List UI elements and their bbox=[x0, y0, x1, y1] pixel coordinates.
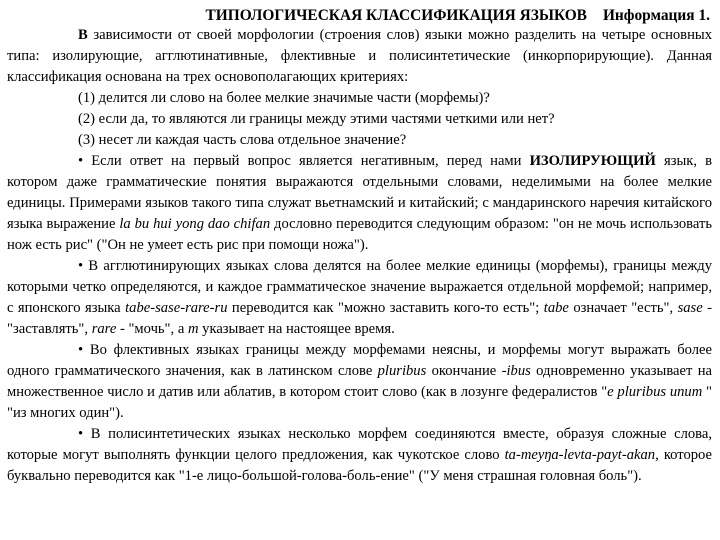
inflectional-text-c: одновременно указывает на множественное число и датив или аблатив, в котором стоит слово (как в лозунге федералистов " bbox=[7, 363, 712, 400]
morpheme-tabe: tabe bbox=[543, 300, 569, 316]
title-line bbox=[7, 6, 712, 25]
criterion-1: (1) делится ли слово на более мелкие значимые части (морфемы)? bbox=[78, 90, 490, 106]
agglutinative-text-b: переводится как "можно заставить кого-то есть"; bbox=[227, 300, 544, 316]
chukchi-word: tɑ-meyŋɑ-levtɑ-pɑyt-ɑkɑn, bbox=[504, 447, 659, 463]
polysynthetic-paragraph bbox=[7, 424, 712, 487]
agglutinative-text-a: • В агглютинирующих языках слова делятся на более мелкие единицы (морфемы), границы между которыми четко определяются, и каждое грамматическое значение выражается отдельной морфемой; например, с японского языка bbox=[7, 258, 712, 316]
agglutinative-text-c: означает "есть", bbox=[568, 300, 678, 316]
inflectional-text-a: • Во флективных языках границы между морфемами неясны, и морфемы могут выражать более одного грамматического значения, как в латинском слове bbox=[7, 342, 712, 379]
morpheme-sase: sase bbox=[677, 300, 703, 316]
info-label: Информация 1. bbox=[602, 7, 710, 24]
latin-motto: e pluribus unum bbox=[607, 384, 703, 400]
chinese-example: la bu hui yong dao chifan bbox=[119, 216, 271, 232]
isolating-paragraph bbox=[7, 151, 712, 256]
latin-word-pluribus: pluribus bbox=[377, 363, 427, 379]
japanese-example: tabe-sase-rare-ru bbox=[125, 300, 228, 316]
inflectional-text-d: " "из многих один"). bbox=[7, 384, 713, 421]
morpheme-rare: rare bbox=[91, 321, 117, 337]
intro-lead: В bbox=[78, 27, 88, 43]
agglutinative-text-f: указывает на настоящее время. bbox=[198, 321, 395, 337]
criterion-2: (2) если да, то являются ли границы между этими частями четкими или нет? bbox=[78, 111, 555, 127]
inflectional-text-b: окончание bbox=[426, 363, 502, 379]
isolating-text-a: • Если ответ на первый вопрос является негативным, перед нами bbox=[78, 153, 530, 169]
isolating-term: ИЗОЛИРУЮЩИЙ bbox=[529, 153, 656, 169]
isolating-text-b: язык, в котором даже грамматические понятия выражаются отдельными словами, неделимыми на более мелкие единицы. Примерами языков такого типа служат вьетнамский и китайский; с мандаринского наречия китайского языка выражение bbox=[7, 153, 712, 232]
isolating-text-c: дословно переводится следующим образом: "он не мочь использовать нож есть рис" ("Он не умеет есть рис при помощи ножа"). bbox=[7, 216, 712, 253]
morpheme-m: m bbox=[187, 321, 199, 337]
latin-ending-ibus: -ibus bbox=[501, 363, 531, 379]
criterion-3: (3) несет ли каждая часть слова отдельное значение? bbox=[78, 132, 407, 148]
polysynthetic-text-a: • В полисинтетических языках несколько морфем соединяются вместе, образуя сложные слова, которые могут выполнять функции целого предложения, как чукотское слово bbox=[7, 426, 712, 463]
inflectional-paragraph bbox=[7, 340, 712, 424]
agglutinative-text-e: - "мочь", а bbox=[116, 321, 188, 337]
intro-text: зависимости от своей морфологии (строения слов) языки можно разделить на четыре основных типа: изолирующие, агглютинативные, флективные и полисинтетические (инкорпорирующие). Данная классификация основана на трех основополагающих критериях: bbox=[7, 27, 712, 85]
page-title: ТИПОЛОГИЧЕСКАЯ КЛАССИФИКАЦИЯ ЯЗЫКОВ bbox=[205, 7, 587, 24]
intro-paragraph bbox=[7, 25, 712, 88]
agglutinative-paragraph bbox=[7, 256, 712, 340]
agglutinative-text-d: - "заставлять", bbox=[7, 300, 712, 337]
polysynthetic-text-b: которое буквально переводится как "1-е лицо-большой-голова-боль-ение" ("У меня страшная головная боль"). bbox=[7, 447, 712, 484]
